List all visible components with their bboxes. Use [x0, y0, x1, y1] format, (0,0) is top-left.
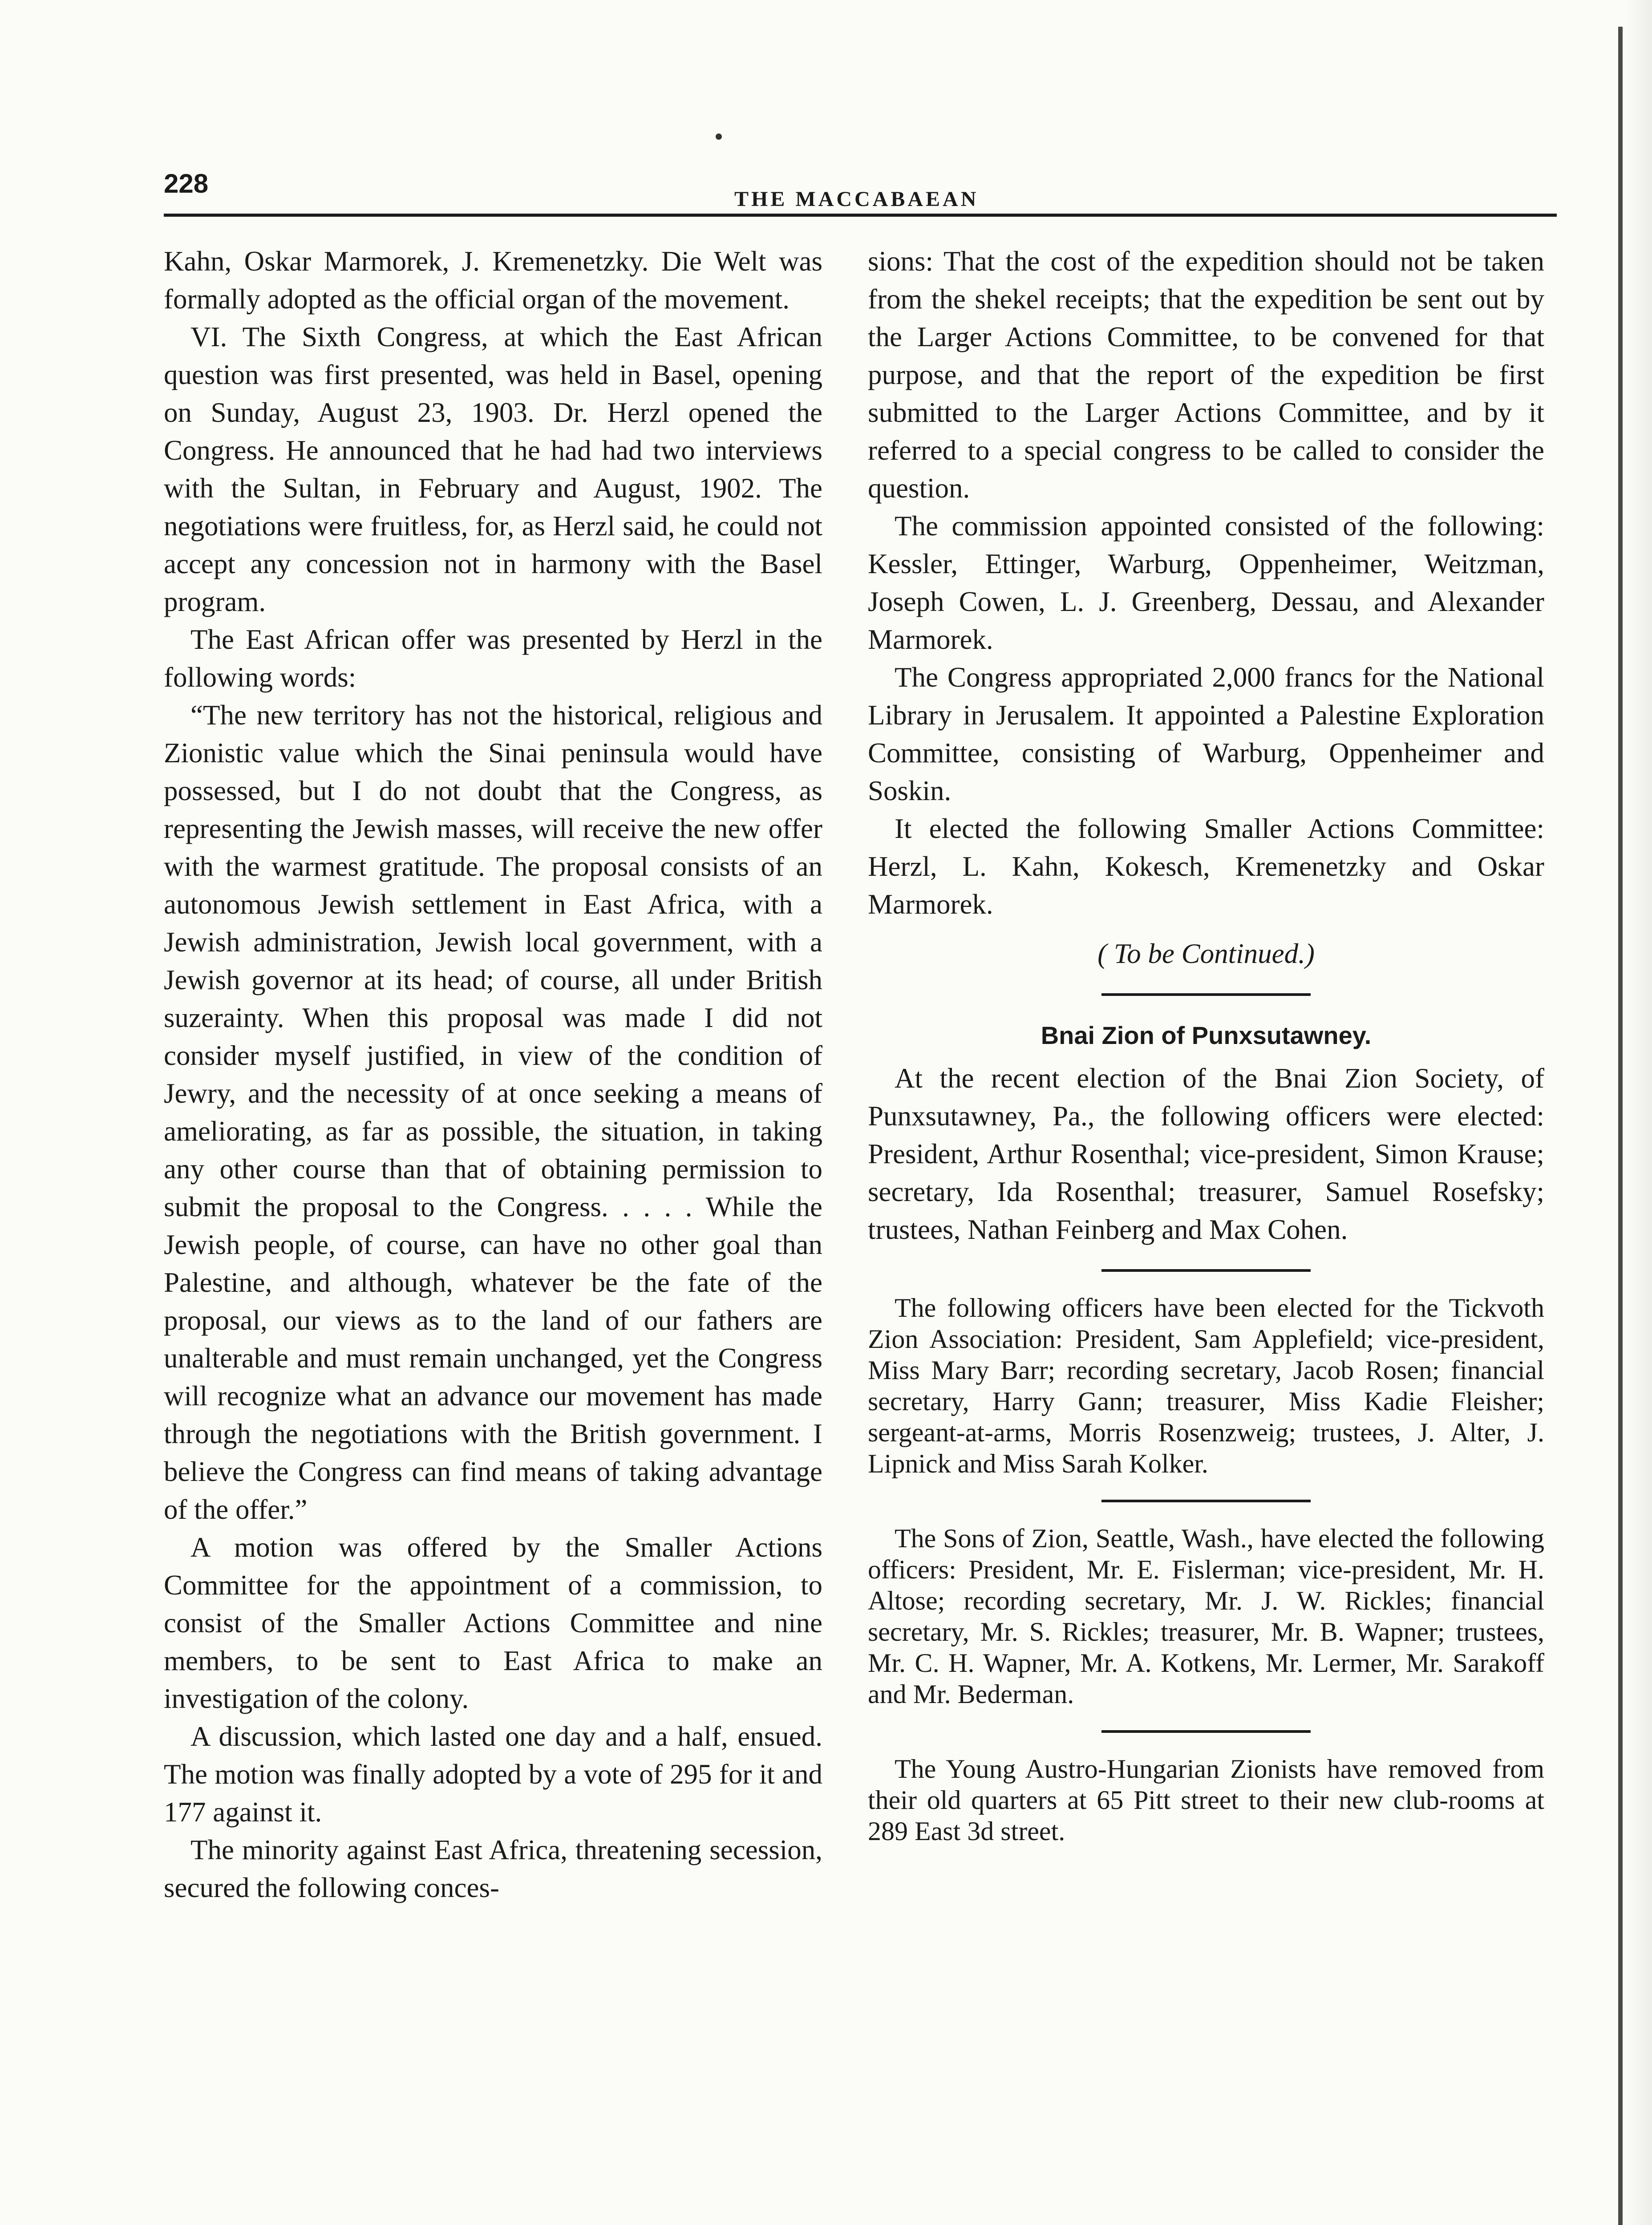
paragraph: The commission appointed consisted of the following: Kessler, Ettinger, Warburg, Oppenheimer, Weitzman, Joseph Cowen, L. J. Greenberg, Dessau, and Alexander Marmorek. — [868, 510, 1544, 655]
left-column — [164, 243, 822, 1907]
page-number: 228 — [164, 169, 209, 198]
news-item: The following officers have been elected for the Tickvoth Zion Association: President, Sam Applefield; vice-president, Miss Mary Barr; recording secretary, Jacob Rosen; financial secretary, Harry Gann; treasurer, Miss Kadie Fleisher; sergeant-at-arms, Morris Rosenzweig; trustees, J. Alter, J. Lipnick and Miss Sarah Kolker. — [868, 1293, 1544, 1478]
section-divider — [1101, 1500, 1311, 1502]
paragraph: The East African offer was presented by Herzl in the following words: — [164, 624, 822, 693]
article-title: Bnai Zion of Punxsutawney. — [1041, 1021, 1372, 1049]
section-divider — [1101, 1269, 1311, 1272]
page-edge-shadow — [1625, 0, 1652, 2225]
right-column — [868, 243, 1544, 1847]
news-item: The Sons of Zion, Seattle, Wash., have elected the following officers: President, Mr. E. Fislerman; vice-president, Mr. H. Altose; recording secretary, Mr. J. W. Rickles; financial secretary, Mr. S. Rickles; treasurer, Mr. B. Wapner; trustees, Mr. C. H. Wapner, Mr. A. Kotkens, Mr. Lermer, Mr. Sarakoff and Mr. Bederman. — [868, 1524, 1544, 1709]
to-be-continued: ( To be Continued.) — [1097, 938, 1315, 969]
paragraph: The minority against East Africa, threatening secession, secured the following conces- — [164, 1834, 822, 1903]
paragraph: A motion was offered by the Smaller Actions Committee for the appointment of a commission, to consist of the Smaller Actions Committee and nine members, to be sent to East Africa to make an investigation of the colony. — [164, 1532, 822, 1714]
paragraph: VI. The Sixth Congress, at which the East African question was first presented, was held in Basel, opening on Sunday, August 23, 1903. Dr. Herzl opened the Congress. He announced that he had had two interviews with the Sultan, in February and August, 1902. The negotiations were fruitless, for, as Herzl said, he could not accept any concession not in harmony with the Basel program. — [164, 321, 822, 617]
paragraph: The Congress appropriated 2,000 francs for the National Library in Jerusalem. It appointed a Palestine Exploration Committee, consisting of Warburg, Oppenheimer and Soskin. — [868, 662, 1544, 806]
binding-edge-line — [1618, 27, 1623, 2225]
section-divider — [1101, 1730, 1311, 1733]
section-divider — [1101, 993, 1311, 996]
paragraph: Kahn, Oskar Marmorek, J. Kremenetzky. Die Welt was formally adopted as the official organ of the movement. — [164, 246, 822, 315]
paragraph: It elected the following Smaller Actions Committee: Herzl, L. Kahn, Kokesch, Kremenetzky and Oskar Marmorek. — [868, 813, 1544, 920]
paragraph: sions: That the cost of the expedition should not be taken from the shekel receipts; that the expedition be sent out by the Larger Actions Committee, to be convened for that purpose, and that the report of the expedition be first submitted to the Larger Actions Committee, and by it referred to a special congress to be called to consider the question. — [868, 246, 1544, 504]
paragraph: A discussion, which lasted one day and a half, ensued. The motion was finally adopted by a vote of 295 for it and 177 against it. — [164, 1721, 822, 1828]
ink-speck — [716, 134, 722, 140]
running-title: THE MACCABAEAN — [734, 187, 979, 211]
paragraph: At the recent election of the Bnai Zion Society, of Punxsutawney, Pa., the following officers were elected: President, Arthur Rosenthal; vice-president, Simon Krause; secretary, Ida Rosenthal; treasurer, Samuel Rosefsky; trustees, Nathan Feinberg and Max Cohen. — [868, 1063, 1544, 1245]
herzl-quote: “The new territory has not the historical, religious and Zionistic value which the Sinai peninsula would have possessed, but I do not doubt that the Congress, as representing the Jewish masses, will receive the new offer with the warmest gratitude. The proposal consists of an autonomous Jewish settlement in East Africa, with a Jewish administration, Jewish local government, with a Jewish governor at its head; of course, all under British suzerainty. When this proposal was made I did not consider myself justified, in view of the condition of Jewry, and the necessity of at once seeking a means of ameliorating, as far as possible, the situation, in taking any other course than that of obtaining permission to submit the proposal to the Congress. . . . . While the Jewish people, of course, can have no other goal than Palestine, and although, whatever be the fate of the proposal, our views as to the land of our fathers are unalterable and must remain unchanged, yet the Congress will recognize what an advance our movement has made through the negotiations with the British government. I believe the Congress can find means of taking advantage of the offer.” — [164, 700, 822, 1525]
header-rule — [164, 214, 1557, 217]
news-item: The Young Austro-Hungarian Zionists have removed from their old quarters at 65 Pitt street to their new club-rooms at 289 East 3d street. — [868, 1754, 1544, 1846]
